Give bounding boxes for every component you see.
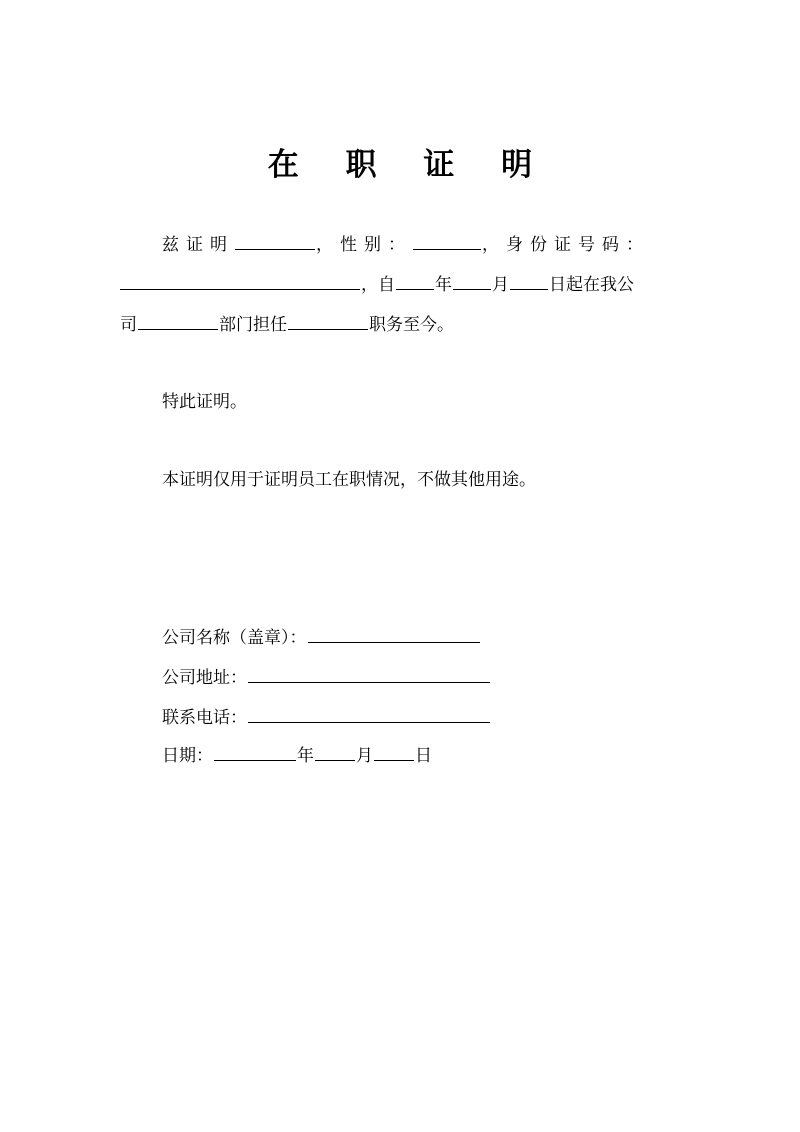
company-name-label: 公司名称（盖章）： <box>162 628 307 648</box>
date-row <box>162 743 432 768</box>
company-name-blank[interactable] <box>308 625 480 643</box>
para1-line2 <box>120 272 634 297</box>
start-day-blank[interactable] <box>510 272 548 290</box>
phone-blank[interactable] <box>248 705 490 723</box>
para1-text-company-end: 司 <box>120 315 137 335</box>
para1-text-month: 月 <box>492 275 509 295</box>
para2: 特此证明。 <box>162 392 247 412</box>
para1-text-id: ，身份证号码： <box>482 235 650 255</box>
date-year-blank[interactable] <box>214 743 296 761</box>
para1-line1 <box>162 232 650 257</box>
page-title: 在 职 证 明 <box>267 147 551 183</box>
date-month-blank[interactable] <box>315 743 355 761</box>
company-address-row <box>162 665 491 690</box>
company-address-label: 公司地址： <box>162 668 247 688</box>
date-day-text: 日 <box>415 746 432 766</box>
start-year-blank[interactable] <box>396 272 434 290</box>
gender-blank[interactable] <box>413 232 481 250</box>
para1-text-certify: 兹证明 <box>162 235 234 255</box>
department-blank[interactable] <box>138 312 218 330</box>
para1-text-year: 年 <box>435 275 452 295</box>
name-blank[interactable] <box>235 232 315 250</box>
date-month-text: 月 <box>356 746 373 766</box>
id-number-blank[interactable] <box>120 272 360 290</box>
phone-label: 联系电话： <box>162 708 247 728</box>
para1-text-department: 部门担任 <box>219 315 287 335</box>
position-blank[interactable] <box>288 312 368 330</box>
date-label: 日期： <box>162 746 213 766</box>
para1-text-from: ，自 <box>361 275 395 295</box>
para1-text-position: 职务至今。 <box>369 315 454 335</box>
para1-text-gender: ，性别： <box>316 235 412 255</box>
phone-row <box>162 705 491 730</box>
company-name-row <box>162 625 481 650</box>
start-month-blank[interactable] <box>453 272 491 290</box>
para3: 本证明仅用于证明员工在职情况，不做其他用途。 <box>162 470 536 490</box>
para1-text-day: 日起在我公 <box>549 275 634 295</box>
company-address-blank[interactable] <box>248 665 490 683</box>
para1-line3 <box>120 312 454 337</box>
date-year-text: 年 <box>297 746 314 766</box>
date-day-blank[interactable] <box>374 743 414 761</box>
